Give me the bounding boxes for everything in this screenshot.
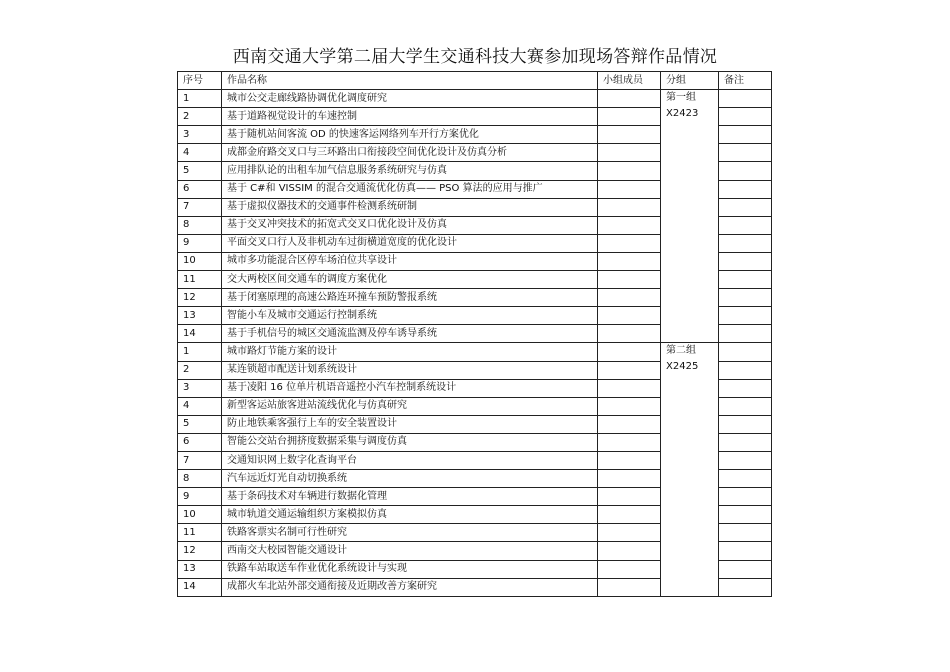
row-seq: 4 (178, 144, 222, 162)
row-work-name: 交通知识网上数字化查询平台 (222, 451, 598, 469)
row-notes (719, 542, 772, 560)
group-room: X2425 (666, 361, 699, 373)
row-work-name: 智能小车及城市交通运行控制系统 (222, 307, 598, 325)
row-members (598, 524, 661, 542)
row-notes (719, 216, 772, 234)
row-seq: 5 (178, 162, 222, 180)
row-members (598, 578, 661, 596)
row-work-name: 城市公交走廊线路协调优化调度研究 (222, 90, 598, 108)
row-seq: 1 (178, 90, 222, 108)
row-seq: 7 (178, 451, 222, 469)
row-members (598, 542, 661, 560)
row-seq: 13 (178, 307, 222, 325)
row-work-name: 铁路车站取送车作业优化系统设计与实现 (222, 560, 598, 578)
row-seq: 1 (178, 343, 222, 361)
row-seq: 6 (178, 180, 222, 198)
row-seq: 4 (178, 397, 222, 415)
row-work-name: 应用排队论的出租车加气信息服务系统研究与仿真 (222, 162, 598, 180)
row-notes (719, 108, 772, 126)
row-work-name: 基于道路视觉设计的车速控制 (222, 108, 598, 126)
row-notes (719, 379, 772, 397)
row-notes (719, 506, 772, 524)
row-members (598, 252, 661, 270)
row-seq: 3 (178, 126, 222, 144)
row-members (598, 560, 661, 578)
row-notes (719, 126, 772, 144)
row-work-name: 成都金府路交叉口与三环路出口衔接段空间优化设计及仿真分析 (222, 144, 598, 162)
row-notes (719, 325, 772, 343)
row-notes (719, 560, 772, 578)
row-seq: 8 (178, 470, 222, 488)
group-room: X2423 (666, 108, 699, 120)
header-group: 分组 (661, 72, 719, 90)
row-seq: 11 (178, 524, 222, 542)
row-work-name: 城市轨道交通运输组织方案模拟仿真 (222, 506, 598, 524)
row-work-name: 基于凌阳 16 位单片机语音遥控小汽车控制系统设计 (222, 379, 598, 397)
row-seq: 9 (178, 234, 222, 252)
row-notes (719, 415, 772, 433)
row-members (598, 379, 661, 397)
row-members (598, 397, 661, 415)
row-members (598, 234, 661, 252)
row-seq: 6 (178, 433, 222, 451)
row-notes (719, 524, 772, 542)
row-notes (719, 451, 772, 469)
row-members (598, 216, 661, 234)
row-seq: 12 (178, 542, 222, 560)
row-notes (719, 307, 772, 325)
row-work-name: 平面交叉口行人及非机动车过街横道宽度的优化设计 (222, 234, 598, 252)
row-members (598, 162, 661, 180)
row-notes (719, 271, 772, 289)
row-members (598, 90, 661, 108)
row-notes (719, 361, 772, 379)
row-notes (719, 397, 772, 415)
row-seq: 12 (178, 289, 222, 307)
row-work-name: 防止地铁乘客强行上车的安全装置设计 (222, 415, 598, 433)
row-members (598, 488, 661, 506)
row-notes (719, 343, 772, 361)
row-seq: 10 (178, 506, 222, 524)
row-seq: 2 (178, 108, 222, 126)
row-seq: 5 (178, 415, 222, 433)
page-title: 西南交通大学第二届大学生交通科技大赛参加现场答辩作品情况 (232, 47, 718, 67)
row-notes (719, 433, 772, 451)
row-members (598, 433, 661, 451)
header-members: 小组成员 (598, 72, 661, 90)
row-members (598, 415, 661, 433)
row-work-name: 汽车远近灯光自动切换系统 (222, 470, 598, 488)
row-members (598, 289, 661, 307)
row-work-name: 城市路灯节能方案的设计 (222, 343, 598, 361)
table-row (178, 343, 772, 361)
row-work-name: 基于随机站间客流 OD 的快速客运网络列车开行方案优化 (222, 126, 598, 144)
row-members (598, 470, 661, 488)
row-work-name: 智能公交站台拥挤度数据采集与调度仿真 (222, 433, 598, 451)
header-name: 作品名称 (222, 72, 598, 90)
row-work-name: 铁路客票实名制可行性研究 (222, 524, 598, 542)
row-work-name: 基于闭塞原理的高速公路连环撞车预防警报系统 (222, 289, 598, 307)
table-row (178, 90, 772, 108)
row-work-name: 基于虚拟仪器技术的交通事件检测系统研制 (222, 198, 598, 216)
row-seq: 7 (178, 198, 222, 216)
row-work-name: 交大两校区间交通车的调度方案优化 (222, 271, 598, 289)
row-members (598, 451, 661, 469)
row-notes (719, 180, 772, 198)
row-seq: 3 (178, 379, 222, 397)
row-notes (719, 488, 772, 506)
row-members (598, 108, 661, 126)
row-seq: 8 (178, 216, 222, 234)
row-members (598, 506, 661, 524)
row-notes (719, 144, 772, 162)
group-cell (661, 90, 719, 343)
row-notes (719, 289, 772, 307)
row-work-name: 新型客运站旅客进站流线优化与仿真研究 (222, 397, 598, 415)
row-seq: 13 (178, 560, 222, 578)
row-notes (719, 198, 772, 216)
row-seq: 11 (178, 271, 222, 289)
group-label: 第二组 (666, 345, 696, 357)
row-members (598, 180, 661, 198)
table-header-row (178, 72, 772, 90)
row-members (598, 126, 661, 144)
row-members (598, 343, 661, 361)
row-notes (719, 252, 772, 270)
group-label: 第一组 (666, 92, 696, 104)
group-cell (661, 343, 719, 596)
row-notes (719, 234, 772, 252)
row-members (598, 361, 661, 379)
row-notes (719, 470, 772, 488)
row-members (598, 144, 661, 162)
row-work-name: 某连锁超市配送计划系统设计 (222, 361, 598, 379)
row-work-name: 基于条码技术对车辆进行数据化管理 (222, 488, 598, 506)
row-work-name: 基于手机信号的城区交通流监测及停车诱导系统 (222, 325, 598, 343)
row-notes (719, 162, 772, 180)
row-members (598, 198, 661, 216)
row-members (598, 307, 661, 325)
row-work-name: 成都火车北站外部交通衔接及近期改善方案研究 (222, 578, 598, 596)
row-work-name: 基于交叉冲突技术的拓宽式交叉口优化设计及仿真 (222, 216, 598, 234)
works-table (177, 71, 772, 597)
header-notes: 备注 (719, 72, 772, 90)
row-seq: 14 (178, 325, 222, 343)
row-notes (719, 90, 772, 108)
row-seq: 2 (178, 361, 222, 379)
row-notes (719, 578, 772, 596)
row-work-name: 西南交大校园智能交通设计 (222, 542, 598, 560)
row-work-name: 城市多功能混合区停车场泊位共享设计 (222, 252, 598, 270)
header-seq: 序号 (178, 72, 222, 90)
row-seq: 14 (178, 578, 222, 596)
row-seq: 9 (178, 488, 222, 506)
row-work-name: 基于 C#和 VISSIM 的混合交通流优化仿真—— PSO 算法的应用与推广 (222, 180, 598, 198)
row-members (598, 271, 661, 289)
table-body (178, 90, 772, 597)
row-seq: 10 (178, 252, 222, 270)
row-members (598, 325, 661, 343)
